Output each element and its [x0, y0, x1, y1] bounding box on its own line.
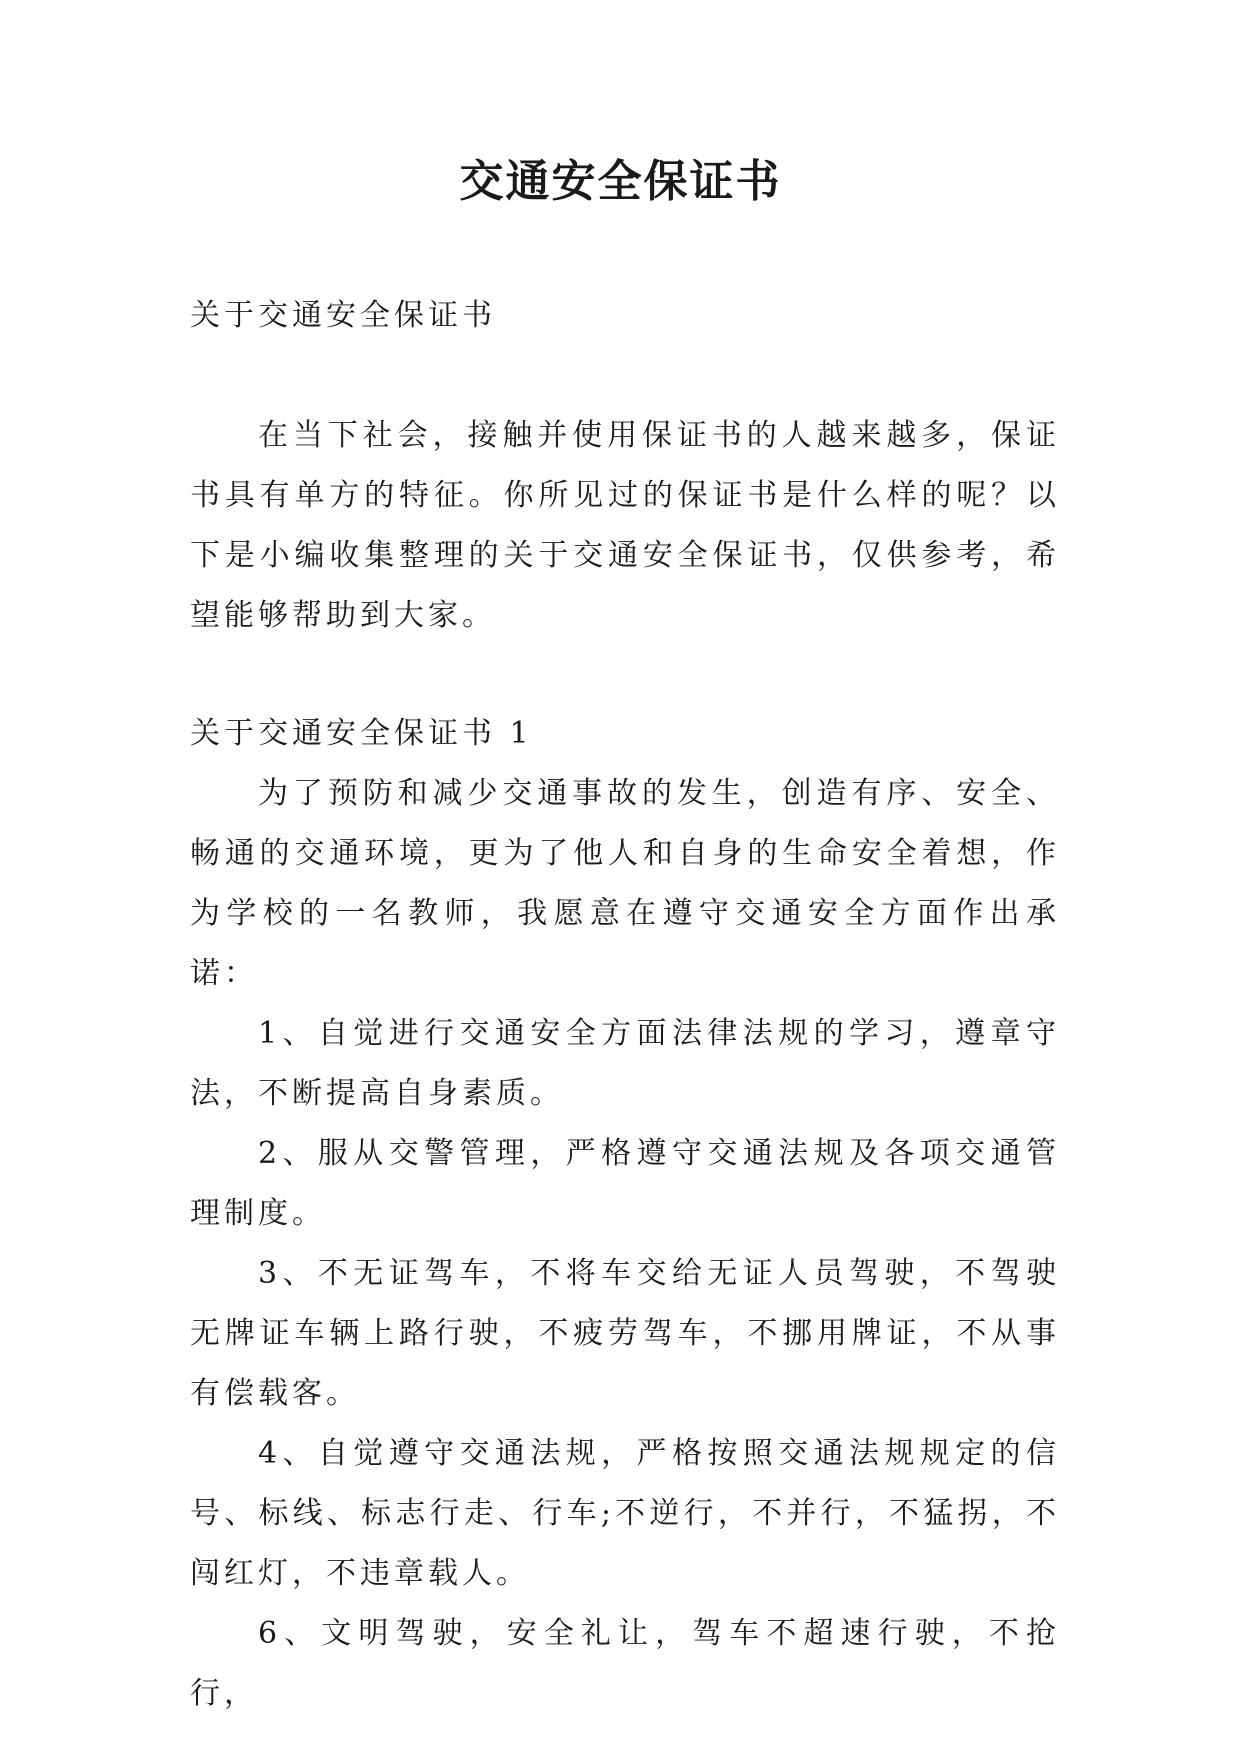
intro-paragraph: 在当下社会，接触并使用保证书的人越来越多，保证书具有单方的特征。你所见过的保证书是什么样的呢？以下是小编收集整理的关于交通安全保证书，仅供参考，希望能够帮助到大家。 — [190, 418, 1060, 633]
page-title: 交通安全保证书 — [459, 156, 782, 207]
paragraph-commitment: 为了预防和减少交通事故的发生，创造有序、安全、畅通的交通环境，更为了他人和自身的生命安全着想，作为学校的一名教师，我愿意在遵守交通安全方面作出承诺： — [190, 776, 1060, 991]
section-heading: 关于交通安全保证书 1 — [190, 716, 533, 751]
subtitle: 关于交通安全保证书 — [190, 298, 496, 333]
paragraph-item-2: 2、服从交警管理，严格遵守交通法规及各项交通管理制度。 — [190, 1136, 1060, 1231]
document-body — [190, 286, 1060, 1724]
paragraph-item-4: 4、自觉遵守交通法规，严格按照交通法规规定的信号、标线、标志行走、行车;不逆行，不并行，不猛拐，不闯红灯，不违章载人。 — [190, 1436, 1060, 1591]
paragraph-item-1: 1、自觉进行交通安全方面法律法规的学习，遵章守法，不断提高自身素质。 — [190, 1016, 1060, 1111]
paragraph-item-6: 6、文明驾驶，安全礼让，驾车不超速行驶，不抢行， — [190, 1616, 1060, 1711]
paragraph-item-3: 3、不无证驾车，不将车交给无证人员驾驶，不驾驶无牌证车辆上路行驶，不疲劳驾车，不挪用牌证，不从事有偿载客。 — [190, 1256, 1060, 1411]
